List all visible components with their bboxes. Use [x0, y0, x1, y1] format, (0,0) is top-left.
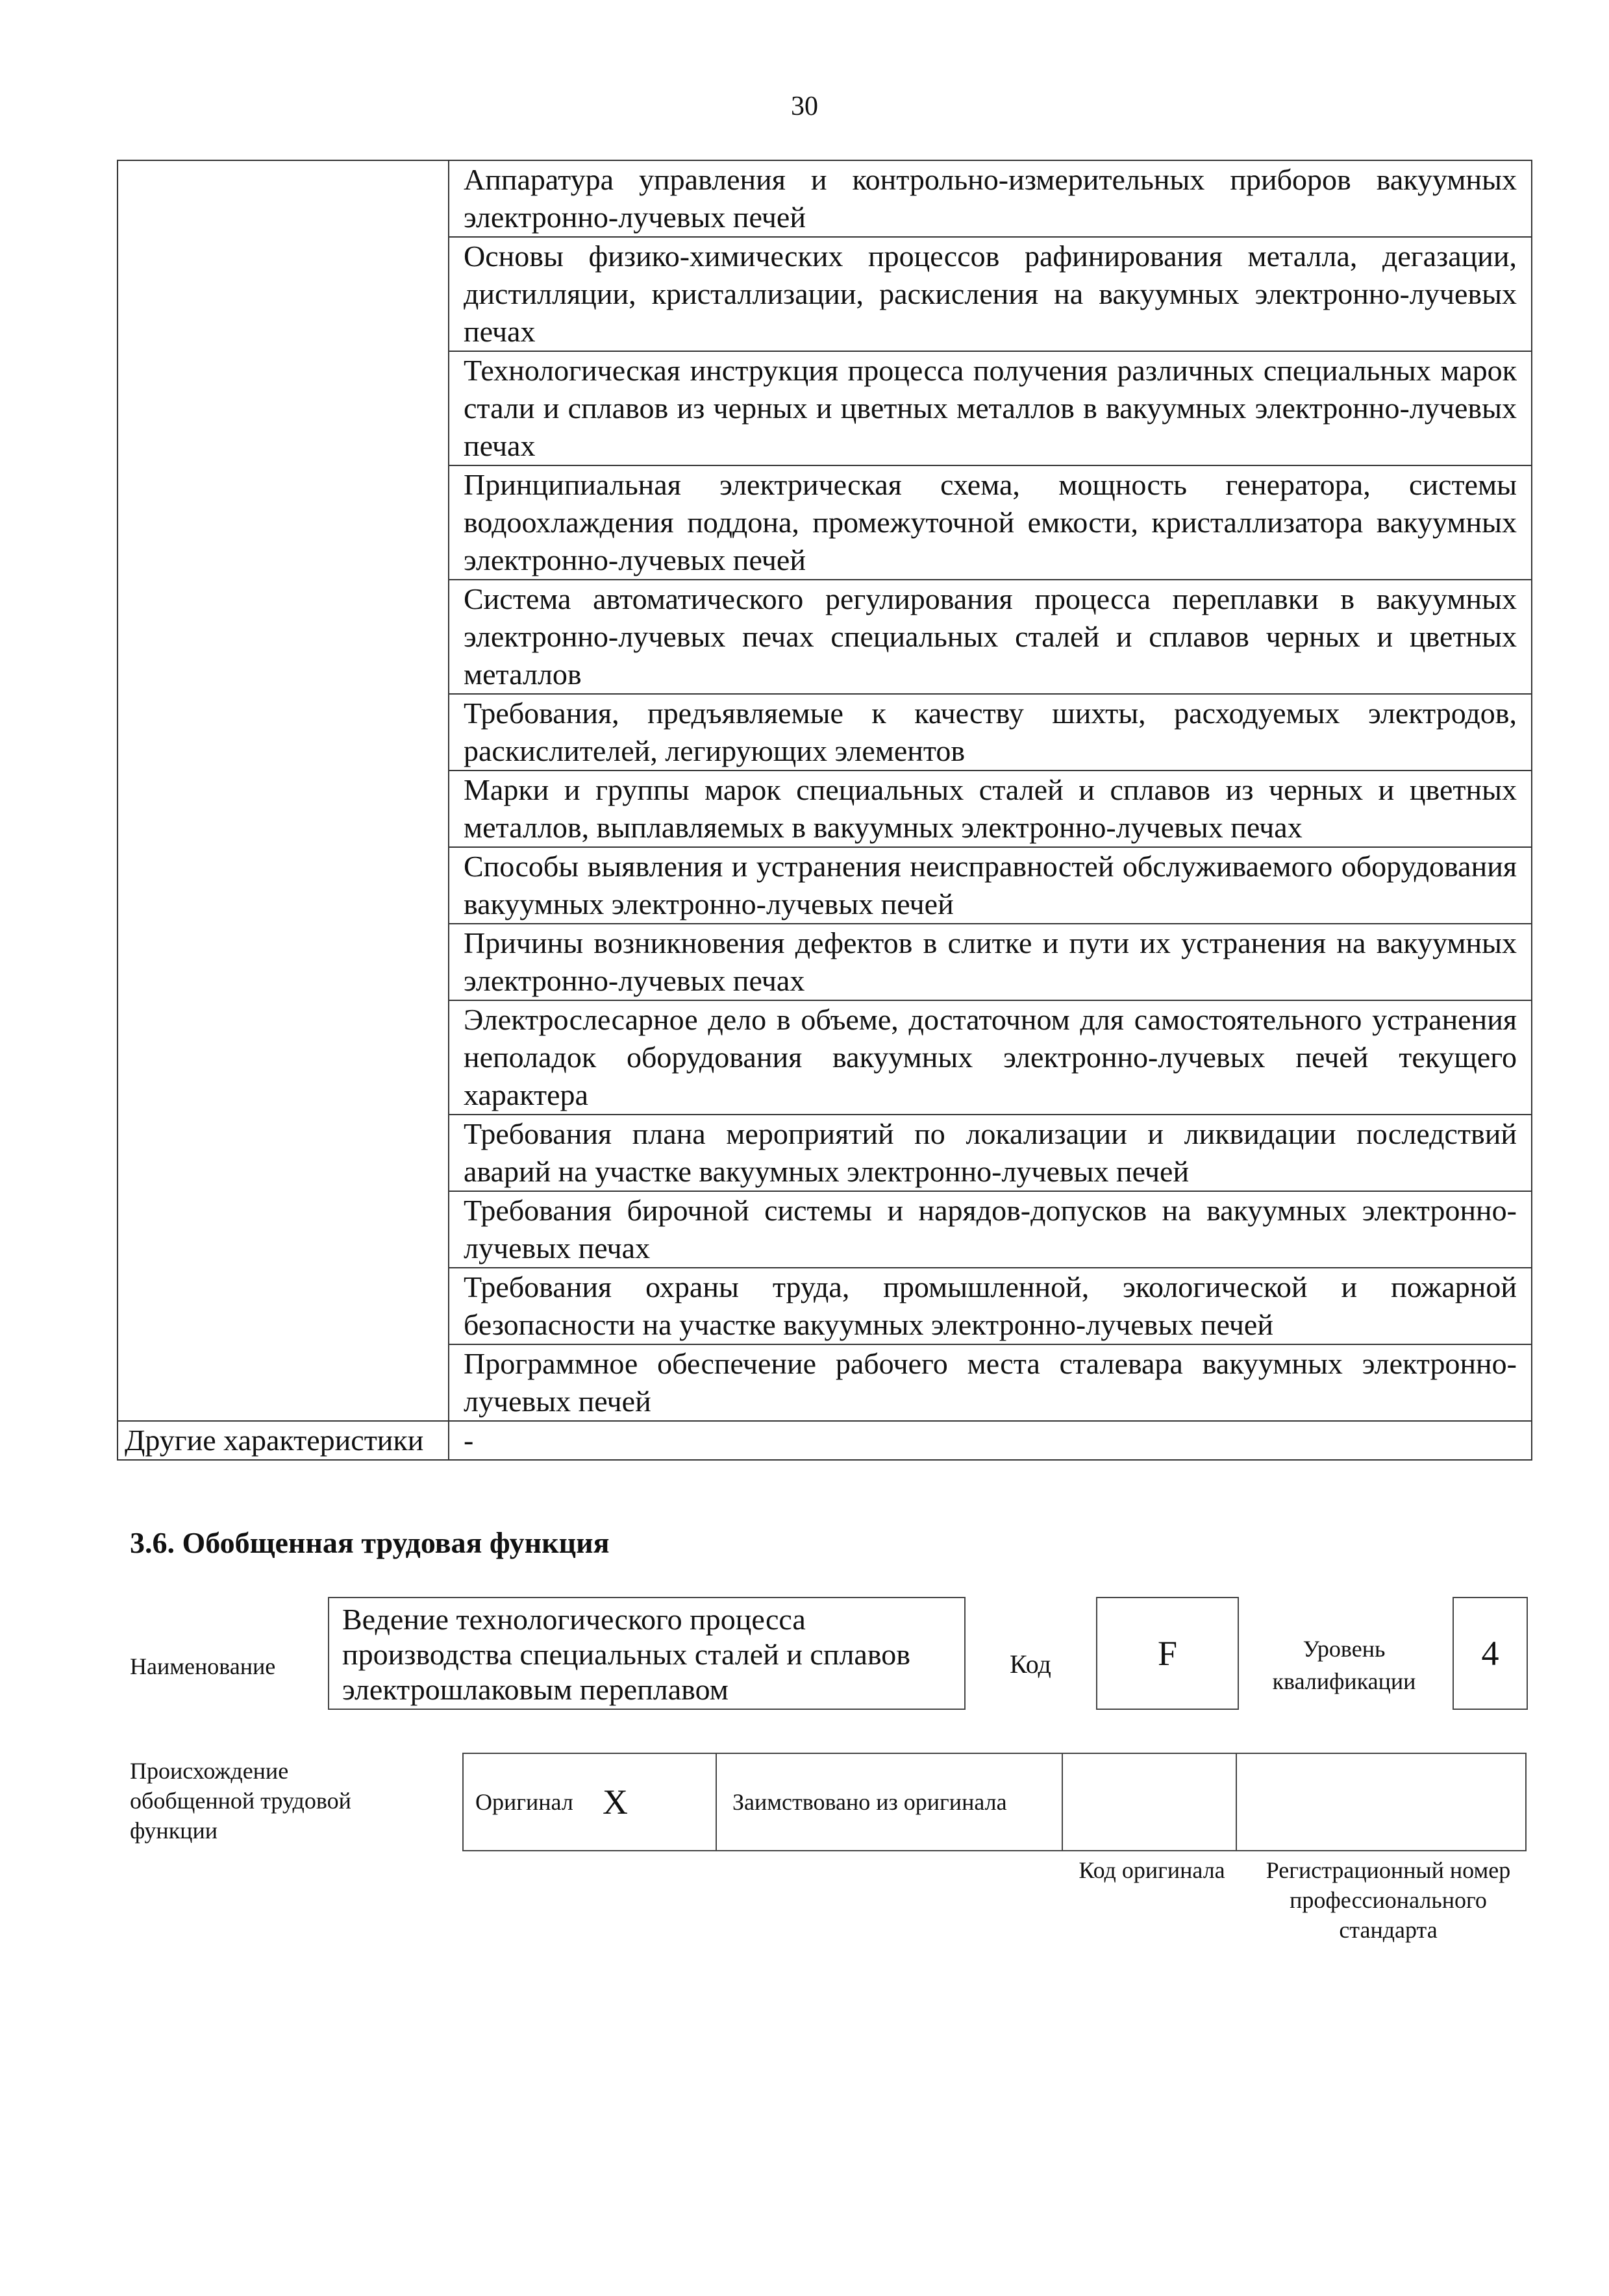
requirement-item: Способы выявления и устранения неисправностей обслуживаемого оборудования вакуумных электронно-лучевых печей: [449, 847, 1532, 924]
requirement-item: Требования, предъявляемые к качеству шихты, расходуемых электродов, раскислителей, легирующих элементов: [449, 694, 1532, 771]
other-characteristics-value: -: [449, 1421, 1532, 1460]
borrowed-label: Заимствовано из оригинала: [716, 1753, 1062, 1851]
name-box: [328, 1597, 966, 1710]
other-characteristics-row: [118, 1421, 1532, 1460]
requirement-item: Система автоматического регулирования процесса переплавки в вакуумных электронно-лучевых печах специальных сталей и сплавов черных и цветных металлов: [449, 580, 1532, 694]
requirement-item: Основы физико-химических процессов рафинирования металла, дегазации, дистилляции, кристаллизации, раскисления на вакуумных электронно-лучевых печах: [449, 237, 1532, 351]
requirement-item: Электрослесарное дело в объеме, достаточном для самостоятельного устранения неполадок оборудования вакуумных электронно-лучевых печей текущего характера: [449, 1000, 1532, 1115]
level-value: 4: [1453, 1597, 1528, 1710]
reg-number-caption: Регистрационный номер профессионального стандарта: [1266, 1857, 1511, 1943]
origin-label: Происхождение обобщенной трудовой функции: [130, 1758, 351, 1844]
code-value: F: [1096, 1597, 1239, 1710]
requirement-item: Принципиальная электрическая схема, мощность генератора, системы водоохлаждения поддона, промежуточной емкости, кристаллизатора вакуумных электронно-лучевых печей: [449, 465, 1532, 580]
level-label: Уровень квалификации: [1272, 1636, 1416, 1694]
name-label: Наименование: [130, 1653, 276, 1679]
other-characteristics-label: Другие характеристики: [118, 1421, 449, 1460]
name-value: Ведение технологического процесса производства специальных сталей и сплавов электрошлаковым переплавом: [342, 1603, 910, 1706]
requirement-item: Требования плана мероприятий по локализации и ликвидации последствий аварий на участке вакуумных электронно-лучевых печей: [449, 1115, 1532, 1191]
code-original-caption: Код оригинала: [1079, 1857, 1225, 1883]
code-original-cell: [1062, 1753, 1236, 1851]
code-label: Код: [1010, 1649, 1051, 1679]
table-row: [118, 160, 1532, 237]
original-mark: X: [577, 1753, 716, 1851]
requirement-item: Требования бирочной системы и нарядов-допусков на вакуумных электронно-лучевых печах: [449, 1191, 1532, 1268]
blank-label-cell: [118, 160, 449, 1421]
origin-table: [462, 1753, 1527, 1851]
reg-number-cell: [1236, 1753, 1526, 1851]
requirement-item: Технологическая инструкция процесса получения различных специальных марок стали и сплавов из черных и цветных металлов в вакуумных электронно-лучевых печах: [449, 351, 1532, 465]
requirements-table: [117, 160, 1532, 1461]
section-heading: 3.6. Обобщенная трудовая функция: [130, 1526, 610, 1559]
requirement-item: Марки и группы марок специальных сталей и сплавов из черных и цветных металлов, выплавляемых в вакуумных электронно-лучевых печах: [449, 771, 1532, 847]
requirement-item: Аппаратура управления и контрольно-измерительных приборов вакуумных электронно-лучевых печей: [449, 160, 1532, 237]
requirement-item: Программное обеспечение рабочего места сталевара вакуумных электронно-лучевых печей: [449, 1344, 1532, 1421]
page-number: 30: [791, 92, 818, 121]
original-label: Оригинал: [463, 1753, 577, 1851]
requirement-item: Требования охраны труда, промышленной, экологической и пожарной безопасности на участке вакуумных электронно-лучевых печей: [449, 1268, 1532, 1344]
requirement-item: Причины возникновения дефектов в слитке и пути их устранения на вакуумных электронно-лучевых печах: [449, 924, 1532, 1000]
